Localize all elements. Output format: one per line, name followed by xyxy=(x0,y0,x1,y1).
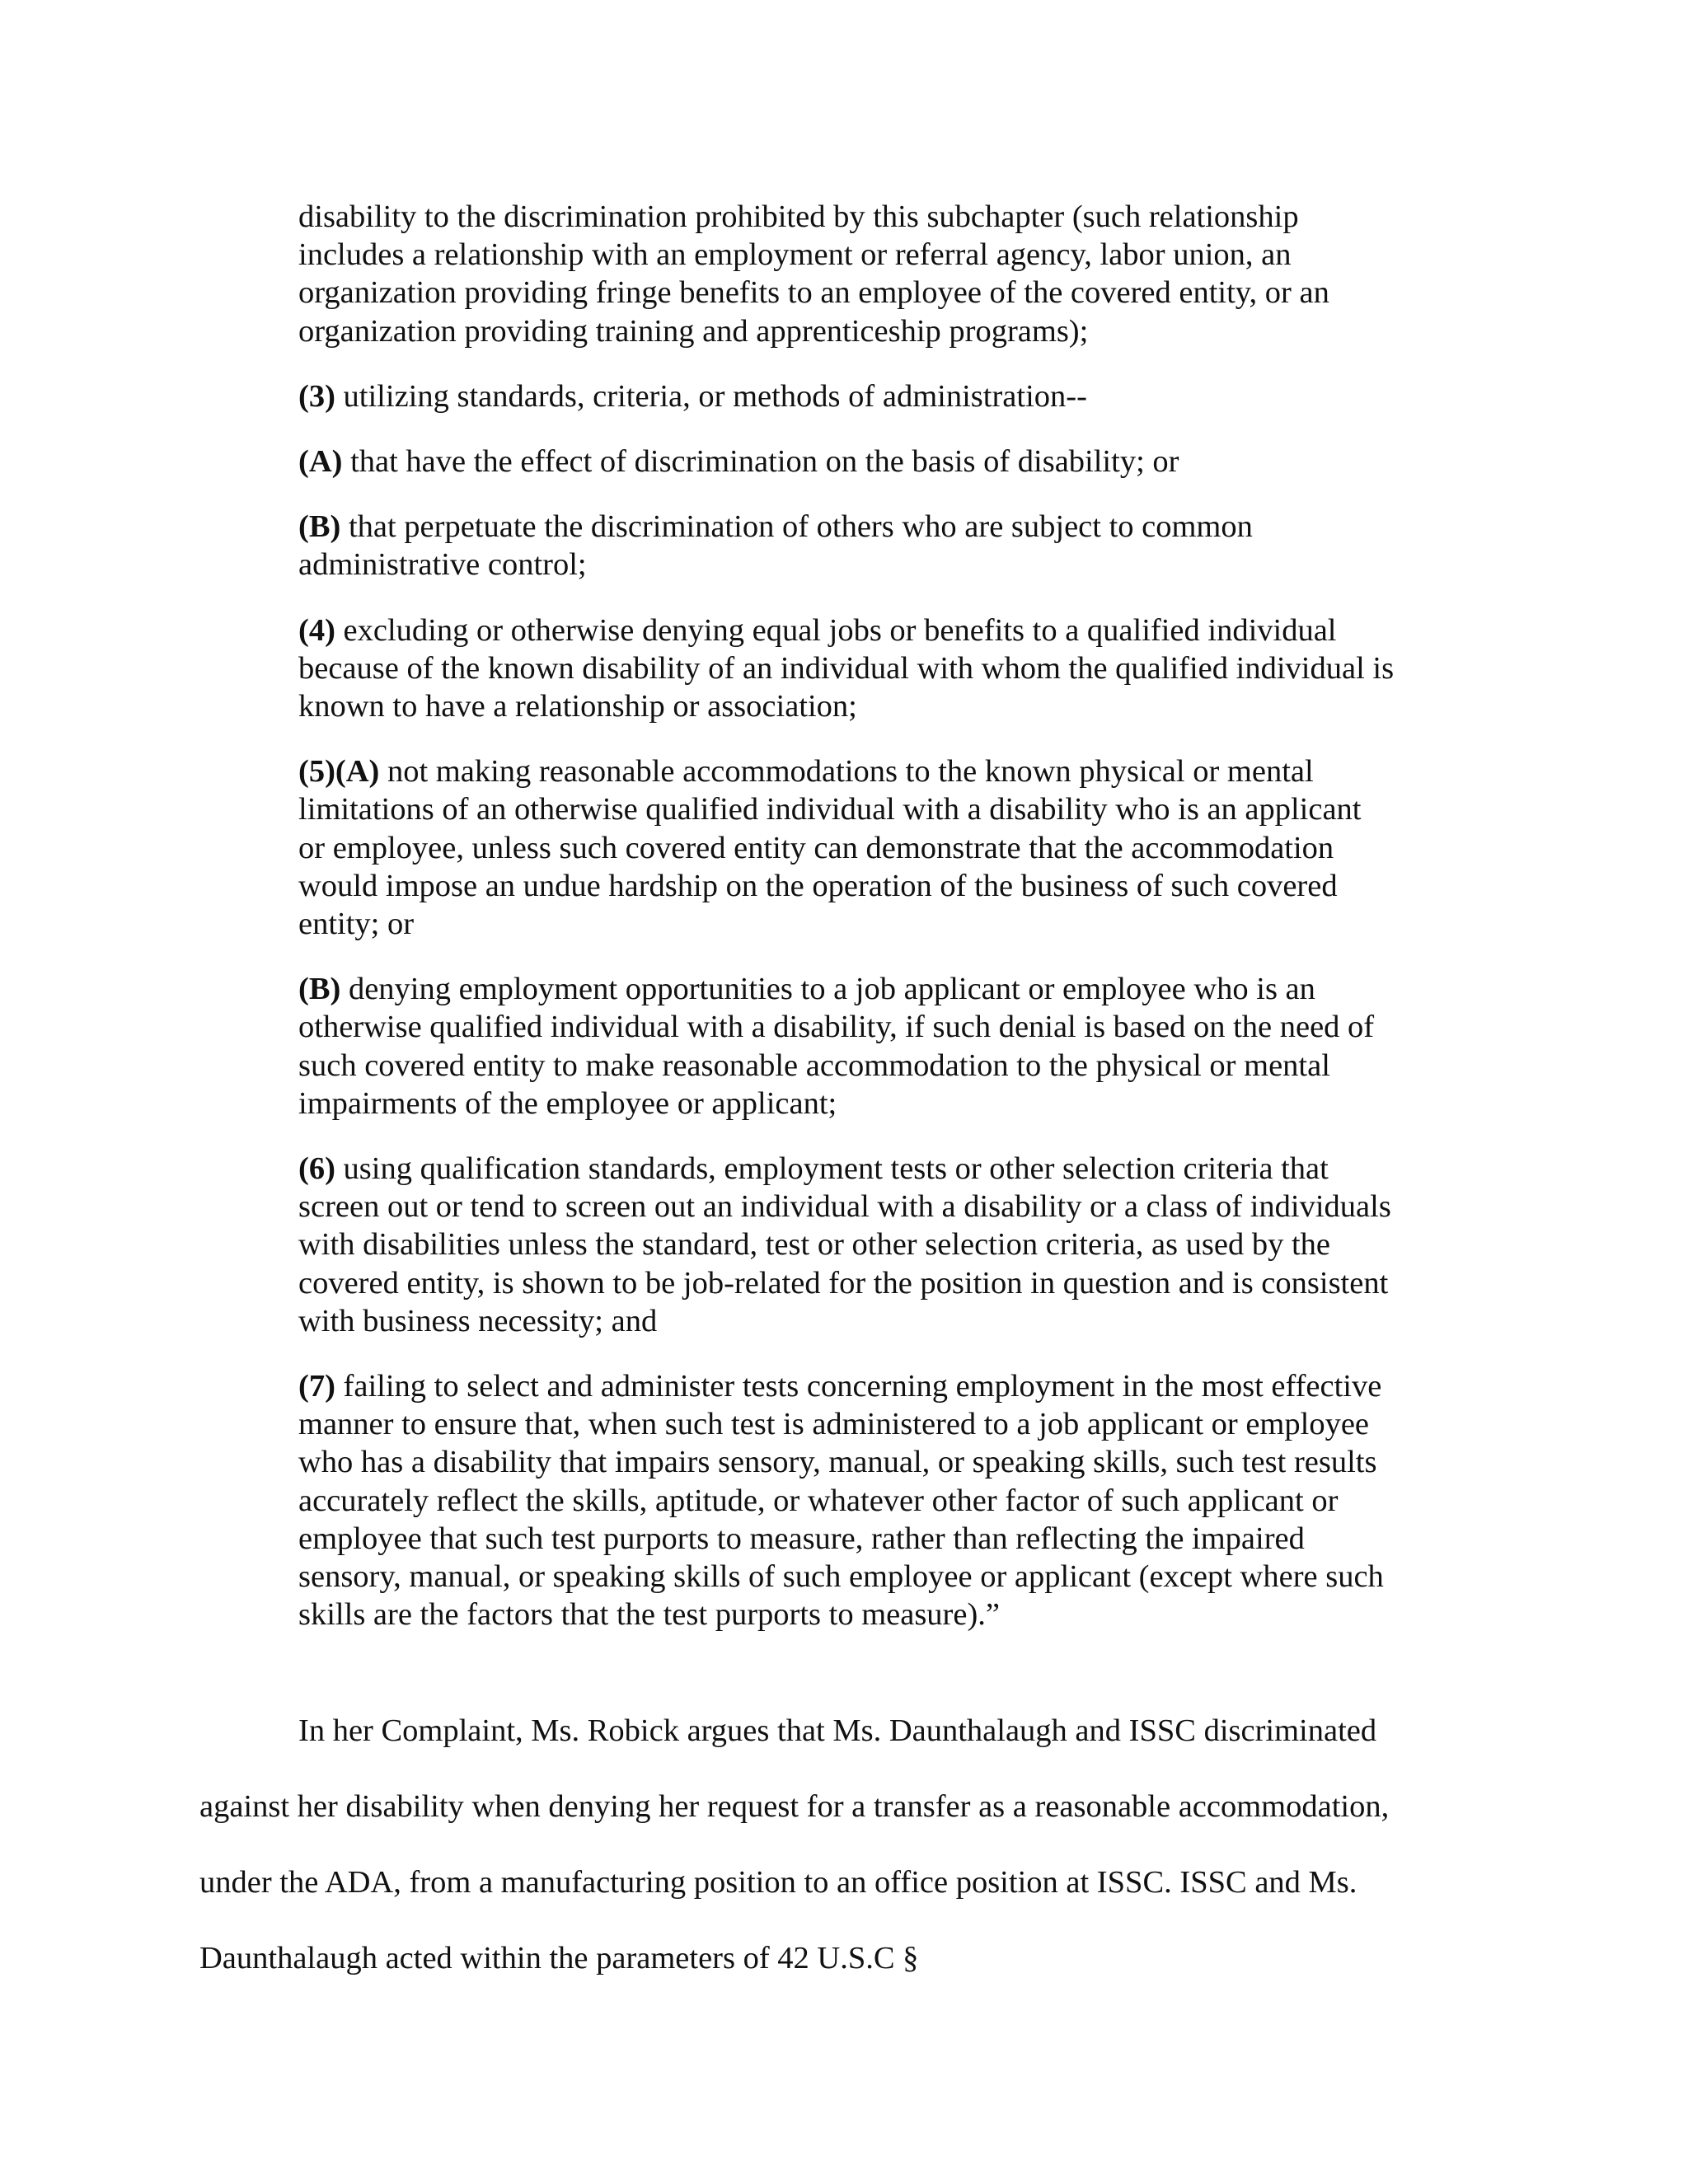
quote-paragraph-4 xyxy=(298,612,1395,726)
paragraph-text: failing to select and administer tests concerning employment in the most effective manner to ensure that, when such test is administered to a job applicant or employee who has a disability that impairs sensory, manual, or speaking skills, such test results accurately reflect the skills, aptitude, or whatever other factor of such applicant or employee that such test purports to measure, rather than reflecting the impaired sensory, manual, or speaking skills of such employee or applicant (except where such skills are the factors that the test purports to measure).” xyxy=(298,1369,1384,1633)
paragraph-label: (A) xyxy=(298,444,343,480)
paragraph-label: (4) xyxy=(298,612,335,648)
paragraph-label: (7) xyxy=(298,1369,335,1404)
paragraph-text: using qualification standards, employment tests or other selection criteria that screen out or tend to screen out an individual with a disability or a class of individuals with disabilities unless the standard, test or other selection criteria, as used by the covered entity, is shown to be job-related for the position in question and is consistent with business necessity; and xyxy=(298,1151,1391,1338)
paragraph-label: (3) xyxy=(298,378,335,414)
quote-paragraph-5b xyxy=(298,970,1395,1122)
paragraph-text: denying employment opportunities to a job applicant or employee who is an otherwise qualified individual with a disability, if such denial is based on the need of such covered entity to make reasonable accommodation to the physical or mental impairments of the employee or applicant; xyxy=(298,972,1375,1121)
paragraph-label: (B) xyxy=(298,509,341,545)
quote-paragraph-5a xyxy=(298,752,1395,943)
body-paragraph: In her Complaint, Ms. Robick argues that Ms. Daunthalaugh and ISSC discriminated against her disability when denying her request for a transfer as a reasonable accommodation, under the ADA, from a manufacturing position to an office position at ISSC. ISSC and Ms. Daunthalaugh acted within the parameters of 42 U.S.C § xyxy=(199,1713,1390,1975)
paragraph-text: that perpetuate the discrimination of others who are subject to common administrative control; xyxy=(298,509,1253,583)
quote-paragraph-continuation xyxy=(298,198,1395,350)
quote-paragraph-3a xyxy=(298,443,1395,480)
paragraph-text: disability to the discrimination prohibited by this subchapter (such relationship includes a relationship with an employment or referral agency, labor union, an organization providing fringe benefits to an employee of the covered entity, or an organization providing training and apprenticeship programs); xyxy=(298,199,1329,349)
quote-paragraph-6 xyxy=(298,1150,1395,1340)
paragraph-label: (6) xyxy=(298,1151,335,1187)
paragraph-text: excluding or otherwise denying equal jobs or benefits to a qualified individual because of the known disability of an individual with whom the qualified individual is known to have a relationship or association; xyxy=(298,612,1395,724)
statute-block-quote xyxy=(298,198,1395,1657)
quote-paragraph-3 xyxy=(298,377,1395,415)
paragraph-text: not making reasonable accommodations to the known physical or mental limitations of an otherwise qualified individual with a disability who is an applicant or employee, unless such covered entity can demonstrate that the accommodation would impose an undue hardship on the operation of the business of such covered entity; or xyxy=(298,754,1362,942)
paragraph-label: (B) xyxy=(298,972,341,1007)
quote-paragraph-7 xyxy=(298,1367,1395,1633)
paragraph-text: utilizing standards, criteria, or methods of administration-- xyxy=(335,378,1087,414)
paragraph-text: that have the effect of discrimination on the basis of disability; or xyxy=(342,444,1179,480)
quote-paragraph-3b xyxy=(298,508,1395,583)
body-text xyxy=(199,1693,1403,1996)
paragraph-label: (5)(A) xyxy=(298,754,380,790)
